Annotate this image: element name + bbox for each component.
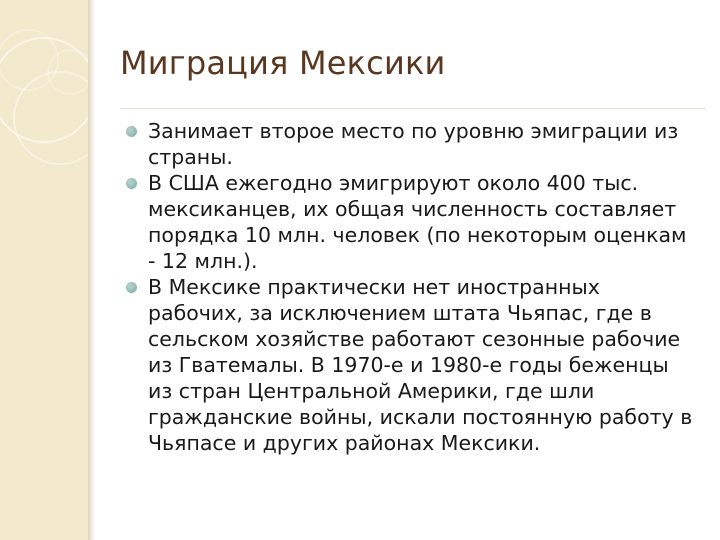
bullet-list xyxy=(126,118,696,456)
decorative-sidebar xyxy=(0,0,88,540)
bullet-dot-icon xyxy=(126,178,137,189)
bullet-text: Занимает второе место по уровню эмиграции из страны. xyxy=(148,119,679,169)
bullet-item xyxy=(126,274,696,456)
bullet-dot-icon xyxy=(126,282,137,293)
bullet-item xyxy=(126,170,696,274)
bullet-text: В Мексике практически нет иностранных рабочих, за исключением штата Чьяпас, где в сельском хозяйстве работают сезонные рабочие из Гватемалы. В 1970-е и 1980-е годы беженцы из стран Центральной Америки, где шли гражданские войны, искали постоянную работу в Чьяпасе и других районах Мексики. xyxy=(148,275,693,455)
sidebar-edge-shadow xyxy=(88,0,96,540)
bullet-dot-icon xyxy=(126,126,137,137)
title-divider xyxy=(120,108,706,109)
slide-title: Миграция Мексики xyxy=(120,44,446,82)
bullet-text: В США ежегодно эмигрируют около 400 тыс. мексиканцев, их общая численность составляет порядка 10 млн. человек (по некоторым оценкам - 12 млн.). xyxy=(148,171,687,273)
decorative-circles-graphic xyxy=(0,0,88,540)
bullet-item xyxy=(126,118,696,170)
